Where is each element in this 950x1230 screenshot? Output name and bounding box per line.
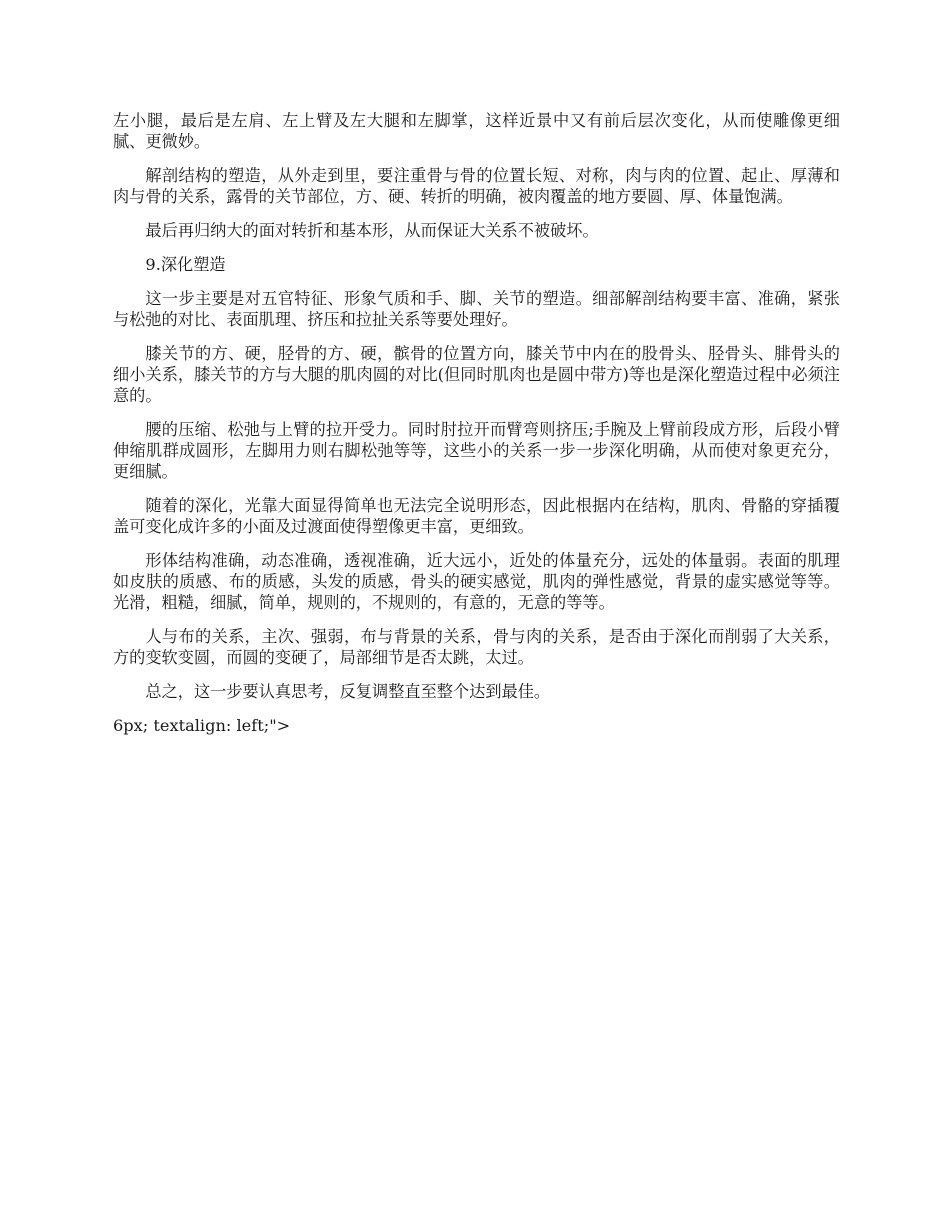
paragraph-waist: 腰的压缩、松弛与上臂的拉开受力。同时肘拉开而臂弯则挤压;手腕及上臂前段成方形，后段小臂伸缩肌群成圆形，左脚用力则右脚松弛等等，这些小的关系一步一步深化明确，从而使对象更充分，更细腻。 — [113, 420, 840, 481]
paragraph-relations: 人与布的关系，主次、强弱，布与背景的关系，骨与肉的关系，是否由于深化而削弱了大关系，方的变软变圆，而圆的变硬了，局部细节是否太跳，太过。 — [113, 627, 840, 667]
document-page — [113, 110, 840, 736]
paragraph-anatomy: 解剖结构的塑造，从外走到里，要注重骨与骨的位置长短、对称，肉与肉的位置、起止、厚薄和肉与骨的关系，露骨的关节部位，方、硬、转折的明确，被肉覆盖的地方要圆、厚、体量饱满。 — [113, 166, 840, 206]
paragraph-deepening: 随着的深化，光靠大面显得简单也无法完全说明形态，因此根据内在结构，肌肉、骨骼的穿插覆盖可变化成许多的小面及过渡面使得塑像更丰富，更细致。 — [113, 496, 840, 536]
stray-markup-text: 6px; textalign: left;"> — [113, 716, 291, 735]
paragraph-structure: 形体结构准确，动态准确，透视准确，近大远小，近处的体量充分，远处的体量弱。表面的肌理如皮肤的质感、布的质感，头发的质感，骨头的硬实感觉，肌肉的弹性感觉，背景的虚实感觉等等。光滑，粗糙，细腻，简单，规则的，不规则的，有意的，无意的等等。 — [113, 551, 840, 612]
paragraph-features: 这一步主要是对五官特征、形象气质和手、脚、关节的塑造。细部解剖结构要丰富、准确，紧张与松弛的对比、表面肌理、挤压和拉扯关系等要处理好。 — [113, 289, 840, 329]
paragraph-knee: 膝关节的方、硬，胫骨的方、硬，髌骨的位置方向，膝关节中内在的股骨头、胫骨头、腓骨头的细小关系，膝关节的方与大腿的肌肉圆的对比(但同时肌肉也是圆中带方)等也是深化塑造过程中必须注意的。 — [113, 344, 840, 405]
paragraph-summary-forms: 最后再归纳大的面对转折和基本形，从而保证大关系不被破坏。 — [145, 221, 599, 240]
section-heading: 9.深化塑造 — [145, 255, 226, 274]
paragraph-continuation: 左小腿，最后是左肩、左上臂及左大腿和左脚掌，这样近景中又有前后层次变化，从而使雕像更细腻、更微妙。 — [113, 111, 840, 151]
paragraph-conclusion: 总之，这一步要认真思考，反复调整直至整个达到最佳。 — [145, 682, 551, 701]
